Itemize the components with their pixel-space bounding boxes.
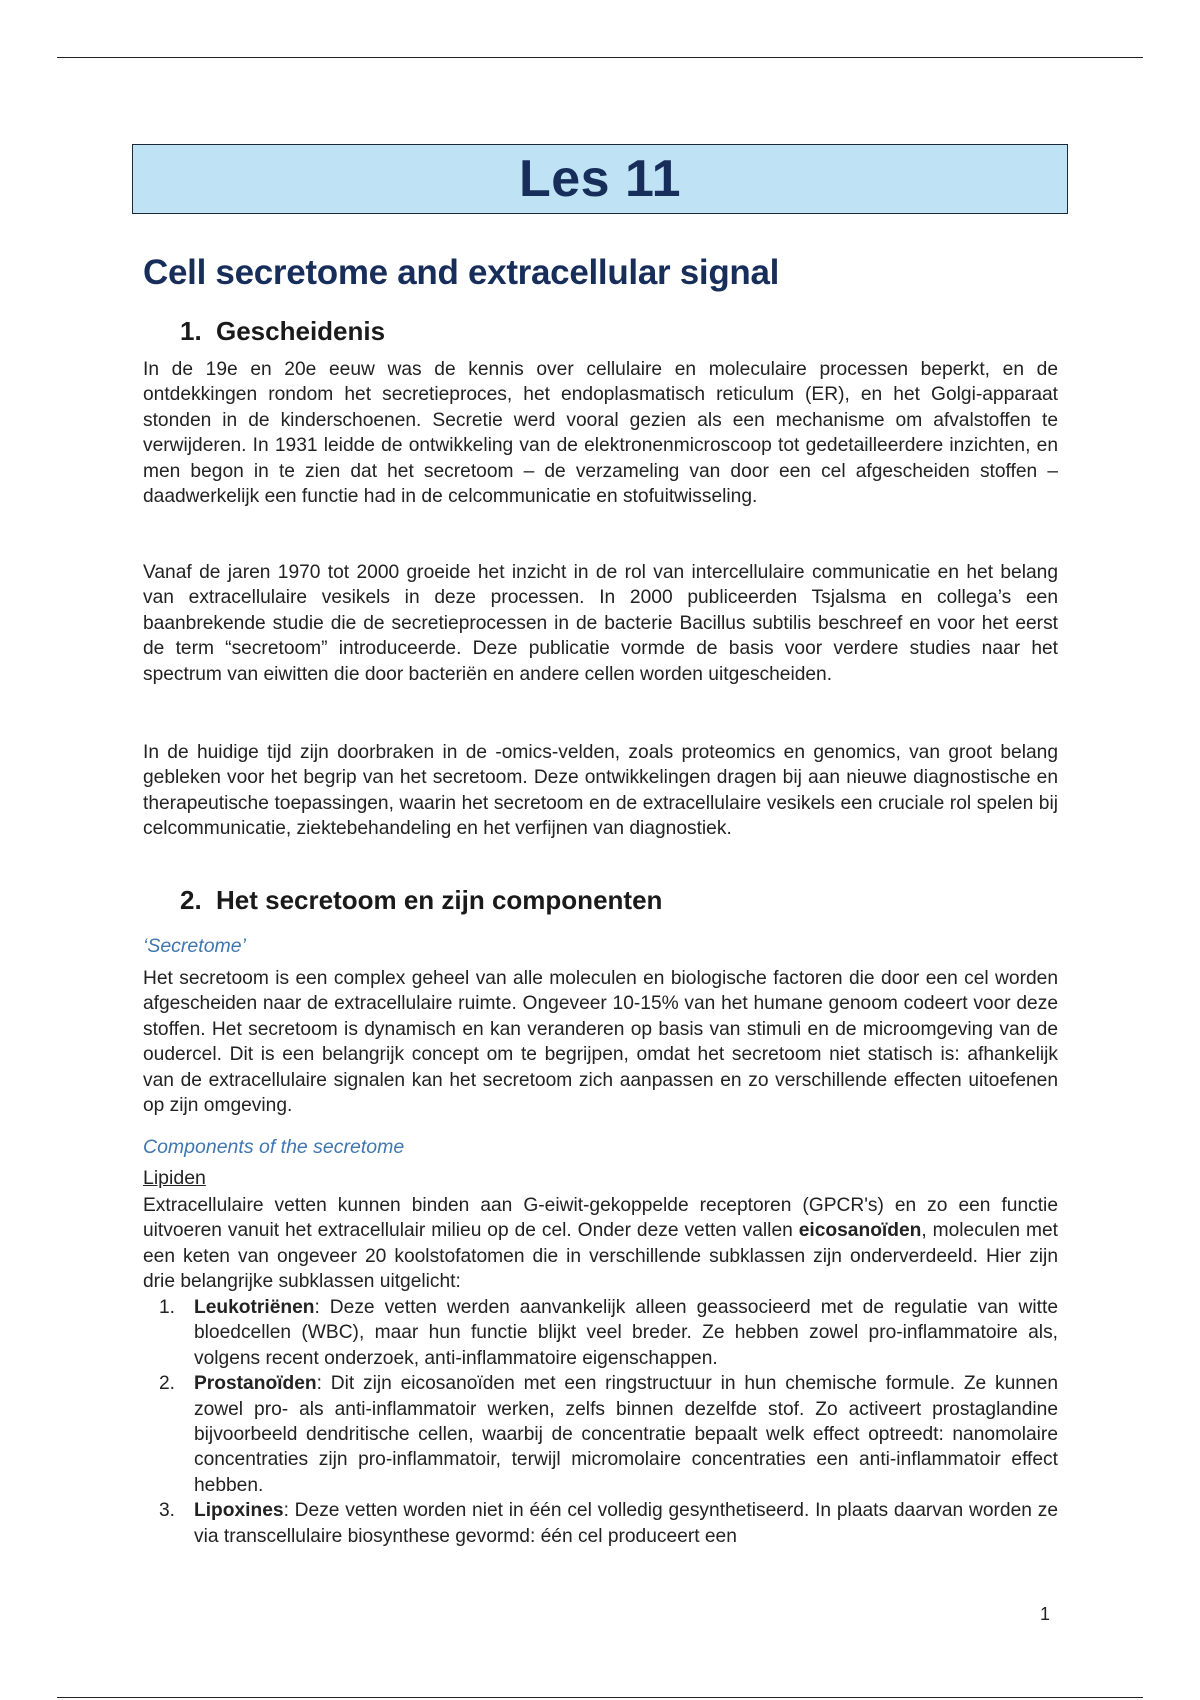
paragraph: In de 19e en 20e eeuw was de kennis over cellulaire en moleculaire processen beperkt, en de ontdekkingen rondom het secretieproces, het endoplasmatisch reticulum (ER), en het Golgi-apparaat stonden in de kinderschoenen. Secretie werd vooral gezien als een mechanisme om afvalstoffen te verwijderen. In 1931 leidde de ontwikkeling van de elektronenmicroscoop tot gedetailleerdere inzichten, en men begon in te zien dat het secretoom – de verzameling van door een cel afgescheiden stoffen – daadwerkelijk een functie had in de celcommunicatie en stofuitwisseling. <box>143 359 1058 508</box>
list-item <box>143 1295 1058 1371</box>
section-heading-1 <box>180 316 385 347</box>
list-text: : Deze vetten worden niet in één cel volledig gesynthetiseerd. In plaats daarvan worden ze via transcellulaire biosynthese gevormd: één cel produceert een <box>194 1500 1058 1547</box>
lipids-intro-term: eicosanoïden <box>798 1220 922 1242</box>
lipids-intro <box>143 1193 1058 1295</box>
paragraph: In de huidige tijd zijn doorbraken in de -omics-velden, zoals proteomics en genomics, van groot belang gebleken voor het begrip van het secretoom. Deze ontwikkelingen dragen bij aan nieuwe diagnostische en therapeutische toepassingen, waarin het secretoom en de extracellulaire vesikels een cruciale rol spelen bij celcommunicatie, ziektebehandeling en het verfijnen van diagnostiek. <box>143 742 1058 840</box>
list-number: 1. <box>159 1297 176 1318</box>
lesson-banner <box>132 144 1068 214</box>
subheading-components: Components of the secretome <box>143 1136 405 1158</box>
lesson-title: Les 11 <box>518 150 682 208</box>
list-number: 3. <box>159 1500 176 1522</box>
list-text: : Dit zijn eicosanoïden met een ringstructuur in hun chemische formule. Ze kunnen zowel pro- als anti-inflammatoir werken, zelfs binnen dezelfde stof. Zo activeert prostaglandine bijvoorbeeld dendritische cellen, waarbij de concentratie bepaalt welk effect optreedt: nanomolaire concentraties zijn pro-inflammatoir, terwijl micromolaire concentraties een anti-inflammatoir effect hebben. <box>194 1373 1058 1496</box>
section-number: 1. <box>180 316 202 346</box>
top-rule <box>57 57 1143 58</box>
lipids-label: Lipiden <box>143 1167 206 1189</box>
section-number: 2. <box>180 885 202 915</box>
list-term: Lipoxines <box>194 1500 284 1522</box>
list-term: Leukotriënen <box>194 1297 315 1318</box>
document-title: Cell secretome and extracellular signal <box>143 253 780 292</box>
paragraph: Vanaf de jaren 1970 tot 2000 groeide het inzicht in de rol van intercellulaire communicatie en het belang van extracellulaire vesikels in deze processen. In 2000 publiceerden Tsjalsma en collega’s een baanbrekende studie die de secretieprocessen in de bacterie Bacillus subtilis beschreef en voor het eerst de term “secretoom” introduceerde. Deze publicatie vormde de basis voor verdere studies naar het spectrum van eiwitten die door bacteriën en andere cellen worden uitgescheiden. <box>143 562 1058 685</box>
lipids-intro-text: , moleculen met een keten van ongeveer 20 koolstofatomen die in verschillende subklassen zijn onderverdeeld. Hier zijn drie belangrijke subklassen uitgelicht: <box>143 1220 1059 1293</box>
list-item <box>143 1498 1058 1549</box>
list-term: Prostanoïden <box>194 1373 317 1395</box>
section-heading-2 <box>180 885 662 916</box>
lipids-intro-text: Extracellulaire vetten kunnen binden aan G-eiwit-gekoppelde receptoren (GPCR's) en zo een functie uitvoeren vanuit het extracellulair milieu op de cel. Onder deze vetten vallen <box>143 1195 1058 1242</box>
subheading-secretome: ‘Secretome’ <box>143 935 246 957</box>
page-number: 1 <box>1040 1604 1051 1624</box>
list-text: : Deze vetten werden aanvankelijk alleen geassocieerd met de regulatie van witte bloedcellen (WBC), maar hun functie blijkt veel breder. Ze hebben zowel pro-inflammatoire als, volgens recent onderzoek, anti-inflammatoire eigenschappen. <box>194 1297 1058 1369</box>
paragraph: Het secretoom is een complex geheel van alle moleculen en biologische factoren die door een cel worden afgescheiden naar de extracellulaire ruimte. Ongeveer 10-15% van het humane genoom codeert voor deze stoffen. Het secretoom is dynamisch en kan veranderen op basis van stimuli en de microomgeving van de oudercel. Dit is een belangrijk concept om te begrijpen, omdat het secretoom niet statisch is: afhankelijk van de extracellulaire signalen kan het secretoom zich aanpassen en zo verschillende effecten uitoefenen op zijn omgeving. <box>143 968 1058 1117</box>
section-heading-text: Het secretoom en zijn componenten <box>216 885 663 915</box>
list-number: 2. <box>159 1373 176 1395</box>
lipid-subclass-list <box>143 1295 1058 1549</box>
section-heading-text: Gescheidenis <box>216 316 386 346</box>
list-item <box>143 1371 1058 1498</box>
bottom-rule <box>57 1697 1143 1698</box>
